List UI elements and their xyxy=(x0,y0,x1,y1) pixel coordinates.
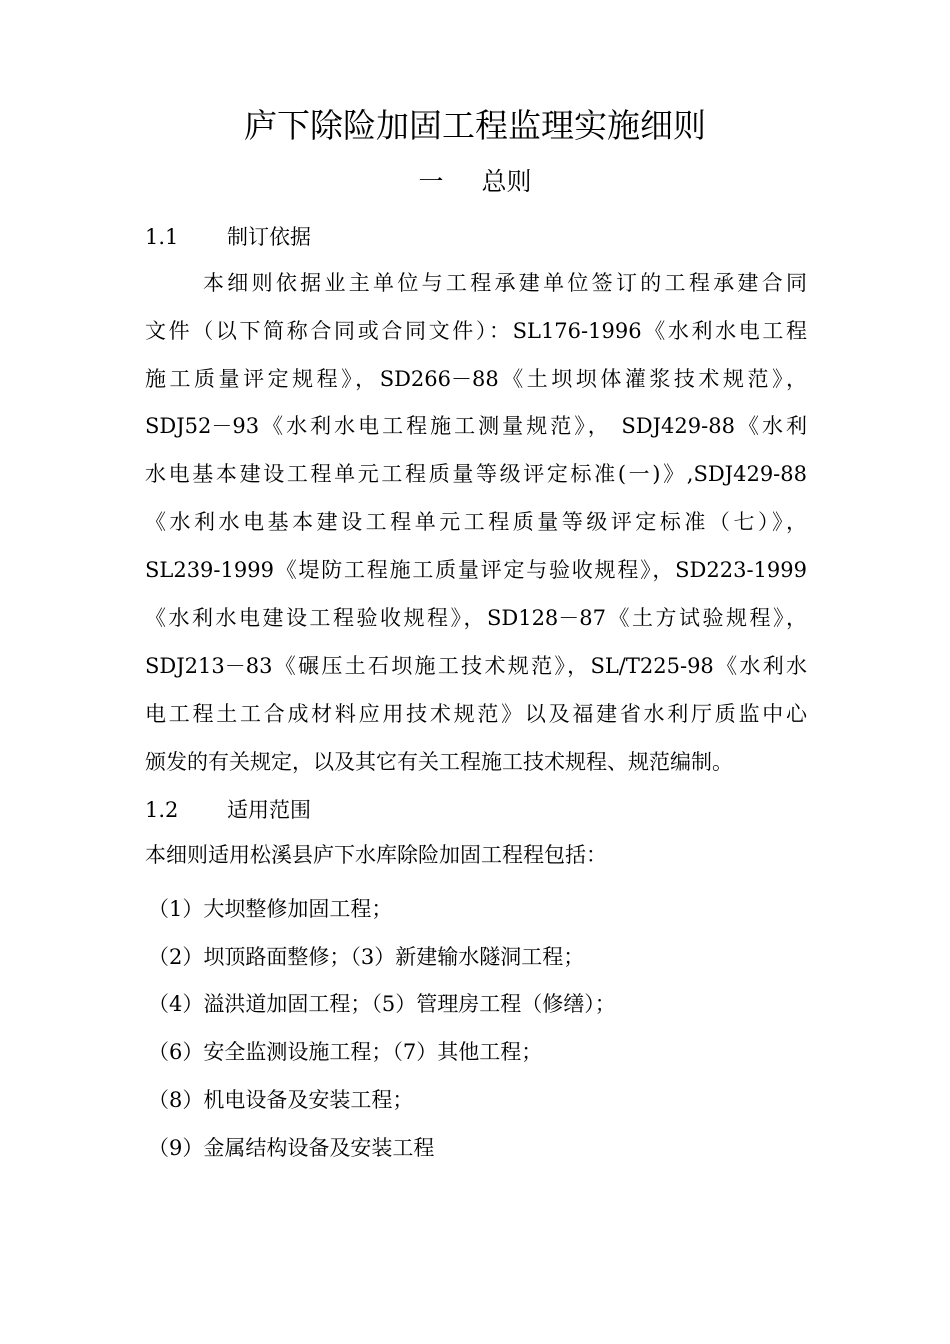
subsection-title: 适用范围 xyxy=(227,798,311,822)
subsection-heading-1-1 xyxy=(145,222,311,252)
scope-paragraph: 本细则适用松溪县庐下水库除险加固工程程包括： xyxy=(145,843,607,867)
section-number: 一 xyxy=(418,167,444,196)
paragraph-line: 电工程土工合成材料应用技术规范》以及福建省水利厅质监中心 xyxy=(145,702,807,726)
section-heading xyxy=(0,163,950,201)
paragraph-line: 施工质量评定规程》，SD266－88《土坝坝体灌浆技术规范》， xyxy=(145,367,807,391)
subsection-heading-1-2 xyxy=(145,795,311,825)
paragraph-line: 《水利水电基本建设工程单元工程质量等级评定标准（七）》， xyxy=(145,510,807,534)
list-item: （4）溢洪道加固工程；（5）管理房工程（修缮）； xyxy=(148,992,616,1016)
paragraph-line: 颁发的有关规定，以及其它有关工程施工技术规程、规范编制。 xyxy=(145,750,733,774)
list-item: （2）坝顶路面整修；（3）新建输水隧洞工程； xyxy=(148,945,585,969)
paragraph-line: SDJ52－93《水利水电工程施工测量规范》， SDJ429-88《水利 xyxy=(145,414,807,438)
paragraph-line: SDJ213－83《碾压土石坝施工技术规范》，SL/T225-98《水利水 xyxy=(145,654,807,678)
paragraph-line: 《水利水电建设工程验收规程》，SD128－87《土方试验规程》， xyxy=(145,606,807,630)
section-title: 总则 xyxy=(481,167,532,196)
list-item: （9）金属结构设备及安装工程 xyxy=(148,1136,435,1160)
document-title: 庐下除险加固工程监理实施细则 xyxy=(244,106,706,145)
paragraph-line: 本细则依据业主单位与工程承建单位签订的工程承建合同 xyxy=(203,271,807,295)
subsection-number: 1.2 xyxy=(145,798,179,822)
list-item: （8）机电设备及安装工程； xyxy=(148,1088,414,1112)
paragraph-line: SL239-1999《堤防工程施工质量评定与验收规程》，SD223-1999 xyxy=(145,558,807,582)
list-item: （1）大坝整修加固工程； xyxy=(148,897,393,921)
paragraph-line: 水电基本建设工程单元工程质量等级评定标准(一)》,SDJ429-88 xyxy=(145,462,807,486)
subsection-title: 制订依据 xyxy=(227,225,311,249)
subsection-number: 1.1 xyxy=(145,225,179,249)
paragraph-line: 文件（以下简称合同或合同文件）：SL176-1996《水利水电工程 xyxy=(145,319,807,343)
list-item: （6）安全监测设施工程；（7）其他工程； xyxy=(148,1040,543,1064)
